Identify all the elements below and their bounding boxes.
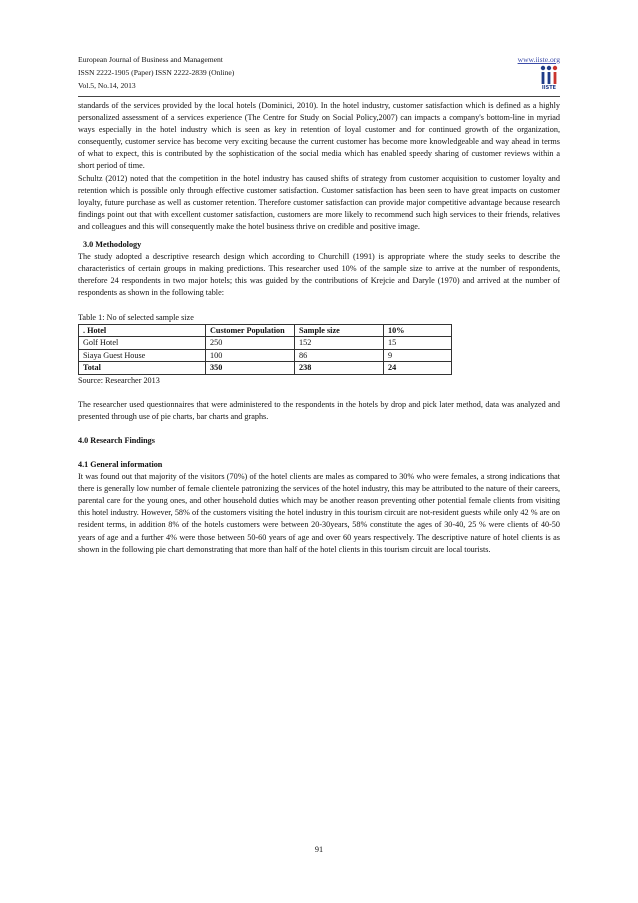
table-cell: 152 xyxy=(295,337,384,350)
table-cell: Total xyxy=(79,362,206,375)
paragraph-4: The researcher used questionnaires that were administered to the respondents in the hotels by drop and pick later method, data was analyzed and presented through use of pie charts, bar charts and graphs. xyxy=(78,399,560,421)
sample-size-table xyxy=(78,324,452,375)
table-cell: 350 xyxy=(206,362,295,375)
table-header-row xyxy=(79,324,452,337)
logo-text: IISTE xyxy=(541,85,557,90)
article-body xyxy=(78,100,560,556)
paragraph-1: standards of the services provided by the local hotels (Dominici, 2010). In the hotel industry, customer satisfaction which is defined as a highly personalized assessment of a services experience (The Centre for Study on Social Policy,2007) can impacts a company's bottom-line in myriad ways especially in the hotel industry which is seen as key in retention of loyal customer and for continued growth of the organization, consequently, customer service has become very exciting because the current customer has become more knowledgeable and way ahead in terms of what to expect, this is contributed by the sophistication of the social media which has enabled speedy sharing of customer reviews within a short period of time. xyxy=(78,101,560,171)
journal-url-link[interactable]: www.iiste.org xyxy=(517,55,560,64)
general-info-heading: 4.1 General information xyxy=(78,459,163,469)
table-cell: 100 xyxy=(206,349,295,362)
table-cell: 24 xyxy=(384,362,452,375)
table-cell: 250 xyxy=(206,337,295,350)
table-cell: 15 xyxy=(384,337,452,350)
table-caption: Table 1: No of selected sample size xyxy=(78,312,194,322)
page-number: 91 xyxy=(314,845,324,854)
methodology-heading: 3.0 Methodology xyxy=(83,240,142,250)
table-source: Source: Researcher 2013 xyxy=(78,375,160,385)
table-header-cell: . Hotel xyxy=(79,324,206,337)
table-cell: 9 xyxy=(384,349,452,362)
table-header-cell: Sample size xyxy=(295,324,384,337)
volume-line: Vol.5, No.14, 2013 xyxy=(78,81,136,90)
paragraph-5: It was found out that majority of the visitors (70%) of the hotel clients are males as compared to 30% who were females, a strong indications that there is generally low number of female clientele patronizing the services of the hotel industry, this may be attributed to the nature of their careers, parental care for the young ones, and other household duties which may be another reason preventing other potential female clients from visiting this hotel industry. However, 58% of the customers visiting the hotel industry in this tourism circuit are not-resident guests while only 42 % are on resident terms, in addition 8% of the hotels customers were between 20-30years, 58% constitute the ages of 30-40, 25 % were clients of 40-50 years of age and a further 4% were those between 50-60 years of age and over 60 years respectively. The descriptive nature of hotel clients is as shown in the following pie chart demonstrating that more than half of the hotel clients in this tourism circuit are local tourists. xyxy=(78,472,560,554)
table-cell: Siaya Guest House xyxy=(79,349,206,362)
table-cell: 238 xyxy=(295,362,384,375)
table-row xyxy=(79,349,452,362)
issn-line: ISSN 2222-1905 (Paper) ISSN 2222-2839 (Online) xyxy=(78,68,235,77)
table-header-cell: 10% xyxy=(384,324,452,337)
paragraph-2: Schultz (2012) noted that the competition in the hotel industry has caused shifts of strategy from customer acquisition to customer loyalty and retention which is possible only through effective customer satisfaction. Customer satisfaction has been seen to have great impacts on customer loyalty, future purchase as well as customer retention. Therefore customer satisfaction can provide major competitive advantage because research findings point out that with excellent customer satisfaction, customers are more likely to recommend such high services to their friends, relatives and colleagues and this will consequently make the hotel business thrive on credible and positive image. xyxy=(78,173,560,231)
table-row xyxy=(79,337,452,350)
table-total-row xyxy=(79,362,452,375)
paragraph-3: The study adopted a descriptive research design which according to Churchill (1991) is appropriate where the study seeks to describe the characteristics of certain groups in making predictions. This researcher used 10% of the sample size to arrive at the number of respondents, therefore 24 respondents in two major hotels; this was guided by the contributions of Krejcie and Daryle (1970) and arrived at the number of respondents as shown in the following table: xyxy=(78,252,560,298)
table-header-cell: Customer Population xyxy=(206,324,295,337)
findings-heading: 4.0 Research Findings xyxy=(78,435,155,445)
header-rule xyxy=(78,96,560,97)
journal-title: European Journal of Business and Management xyxy=(78,55,223,64)
table-cell: 86 xyxy=(295,349,384,362)
table-cell: Golf Hotel xyxy=(79,337,206,350)
iiste-logo xyxy=(538,64,560,90)
